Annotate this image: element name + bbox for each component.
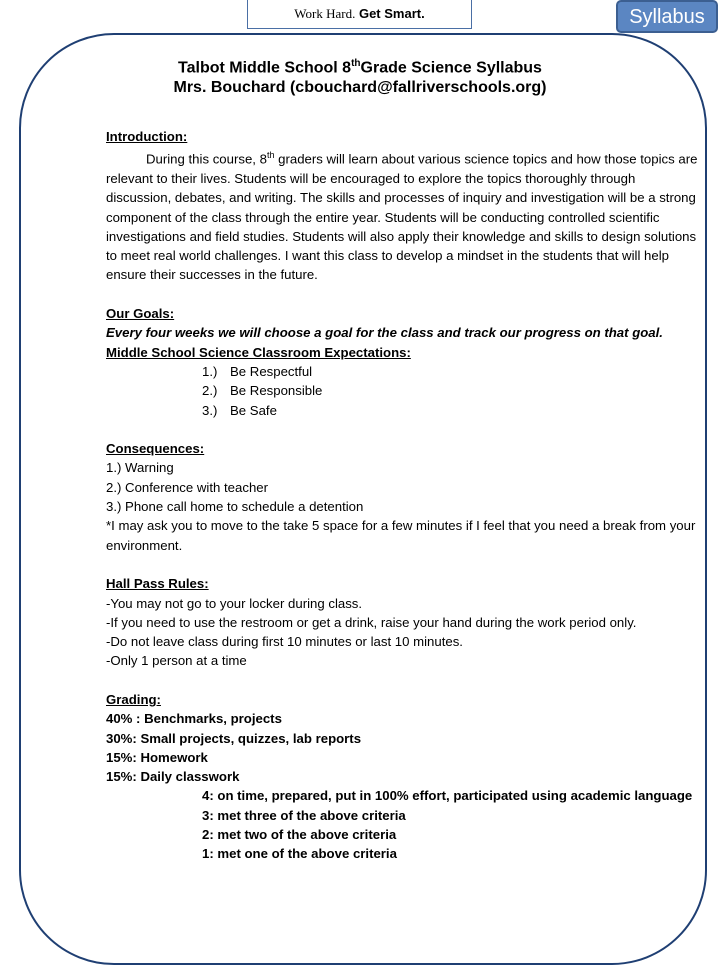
teacher-line: Mrs. Bouchard (cbouchard@fallriverschools.org) [173, 79, 547, 96]
tagline-get-smart: Get Smart. [358, 6, 425, 21]
grading-criteria: 2: met two of the above criteria [202, 827, 397, 843]
intro-text-b: graders will learn about various science topics and how those topics are relevant to their lives. Students will be encouraged to explore the topics thoroughly through discussion, debates, and writing. The skills and processes of inquiry and investigation will be a strong component of the class through the entire year. Students will be conducting controlled scientific investigations and field studies. Students will also apply their knowledge and skills to design solutions to meet real world challenges. I want this class to develop a mindset in the students that will help ensure their successes in the future. [106, 151, 698, 283]
grading-criteria: 1: met one of the above criteria [202, 846, 397, 862]
consequence-item: 3.) Phone call home to schedule a detention [106, 499, 364, 515]
hall-pass-rule: -If you need to use the restroom or get a drink, raise your hand during the work period only. [106, 614, 637, 630]
tagline-work-hard: Work Hard. [294, 6, 356, 21]
expectation-item [106, 381, 698, 400]
grading-item: 15%: Daily classwork [106, 769, 240, 785]
hall-pass-rule: -Only 1 person at a time [106, 653, 247, 669]
grading-item: 30%: Small projects, quizzes, lab reports [106, 730, 362, 746]
expectation-num: 3.) [202, 402, 218, 418]
tagline-banner [247, 0, 472, 29]
title-text-pre: Talbot Middle School 8 [178, 59, 352, 77]
expectation-num: 2.) [202, 383, 218, 399]
grading-criteria-4: 4: on time, prepared, put in 100% effort, participated using academic language [202, 788, 693, 804]
expectation-label: Be Safe [230, 402, 277, 418]
consequence-item: 2.) Conference with teacher [106, 479, 268, 495]
intro-paragraph [106, 146, 698, 284]
expectation-item [106, 362, 698, 381]
goals-title: Our Goals: [106, 306, 175, 322]
hall-pass-rule: -Do not leave class during first 10 minutes or last 10 minutes. [106, 634, 463, 650]
syllabus-body [106, 127, 698, 864]
page-title [0, 53, 720, 79]
grading-item: 40% : Benchmarks, projects [106, 711, 282, 727]
title-sup: th [351, 58, 361, 69]
expectation-item [106, 401, 698, 420]
consequence-item: 1.) Warning [106, 460, 174, 476]
expectation-label: Be Respectful [230, 363, 313, 379]
expectation-label: Be Responsible [230, 383, 323, 399]
goals-text: Every four weeks we will choose a goal for the class and track our progress on that goal. [106, 325, 663, 341]
intro-sup: th [266, 150, 275, 161]
syllabus-badge: Syllabus [616, 0, 718, 33]
title-text-post: Grade Science Syllabus [360, 59, 542, 77]
expectation-num: 1.) [202, 363, 218, 379]
hall-pass-title: Hall Pass Rules: [106, 576, 209, 592]
grading-criteria: 3: met three of the above criteria [202, 807, 406, 823]
grading-item: 15%: Homework [106, 749, 208, 765]
consequences-title: Consequences: [106, 441, 205, 457]
grading-title: Grading: [106, 692, 161, 707]
intro-title: Introduction: [106, 129, 188, 144]
intro-text-a: During this course, 8 [146, 151, 267, 167]
consequence-note: *I may ask you to move to the take 5 space for a few minutes if I feel that you need a break from your environment. [106, 518, 696, 553]
expectations-title: Middle School Science Classroom Expectations: [106, 344, 411, 360]
hall-pass-rule: -You may not go to your locker during class. [106, 595, 363, 611]
